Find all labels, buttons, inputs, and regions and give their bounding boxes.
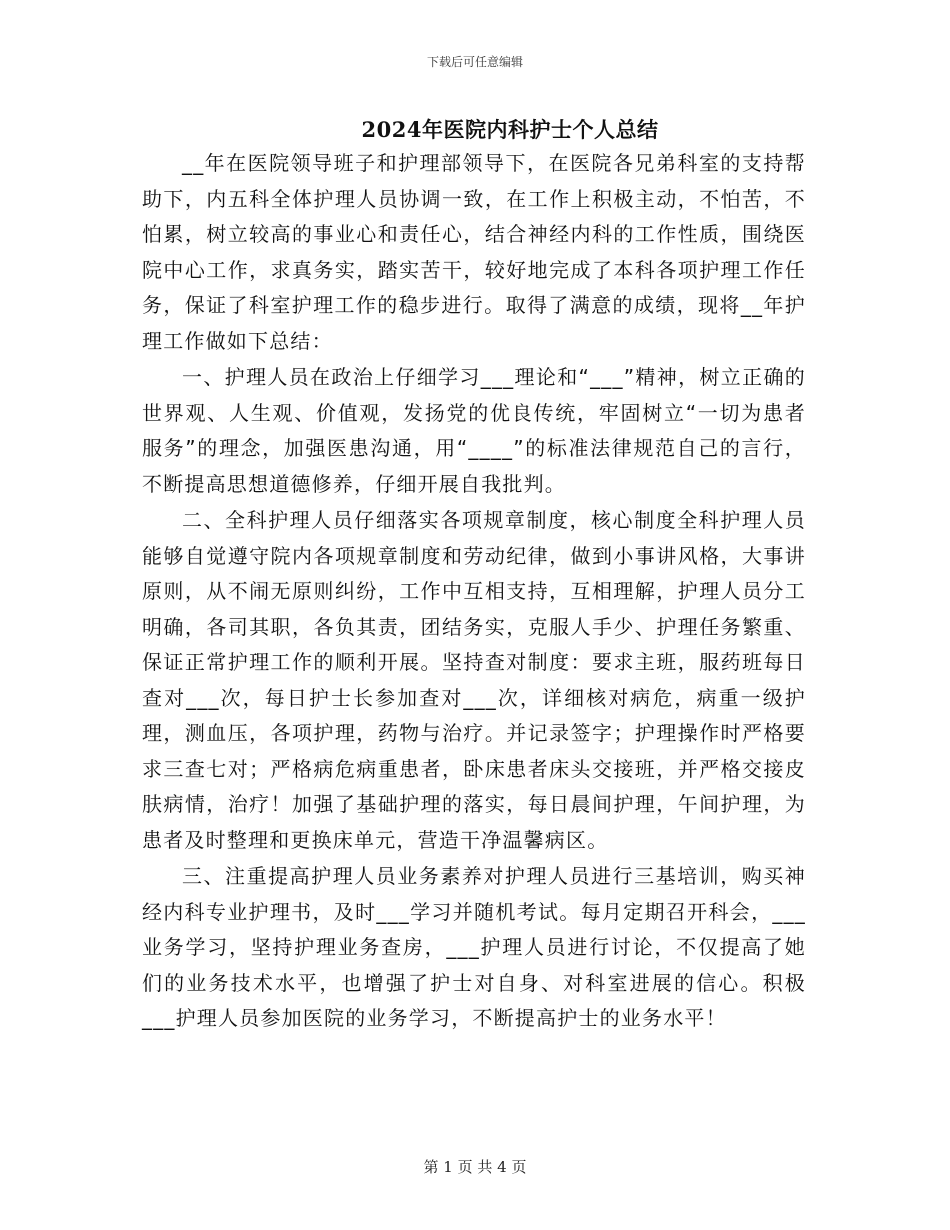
page-header-note: 下载后可任意编辑 bbox=[426, 55, 523, 69]
paragraph-section-3: 三、注重提高护理人员业务素养对护理人员进行三基培训，购买神经内科专业护理书，及时___学习并随机考试。每月定期召开科会，___业务学习，坚持护理业务查房，___护理人员进行讨论，不仅提高了她们的业务技术水平，也增强了护士对自身、对科室进展的信心。积极___护理人员参加医院的业务学习，不断提高护士的业务水平！ bbox=[142, 864, 806, 1030]
paragraph-intro: __年在医院领导班子和护理部领导下，在医院各兄弟科室的支持帮助下，内五科全体护理人员协调一致，在工作上积极主动，不怕苦，不怕累，树立较高的事业心和责任心，结合神经内科的工作性质，围绕医院中心工作，求真务实，踏实苦干，较好地完成了本科各项护理工作任务，保证了科室护理工作的稳步进行。取得了满意的成绩，现将__年护理工作做如下总结： bbox=[142, 151, 806, 353]
document-body bbox=[142, 146, 806, 1037]
paragraph-section-1: 一、护理人员在政治上仔细学习___理论和“___”精神，树立正确的世界观、人生观、价值观，发扬党的优良传统，牢固树立“一切为患者服务”的理念，加强医患沟通，用“____”的标准法律规范自己的言行，不断提高思想道德修养，仔细开展自我批判。 bbox=[142, 365, 806, 496]
paragraph-section-2: 二、全科护理人员仔细落实各项规章制度，核心制度全科护理人员能够自觉遵守院内各项规章制度和劳动纪律，做到小事讲风格，大事讲原则，从不闹无原则纠纷，工作中互相支持，互相理解，护理人员分工明确，各司其职，各负其责，团结务实，克服人手少、护理任务繁重、保证正常护理工作的顺利开展。坚持查对制度：要求主班，服药班每日查对___次，每日护士长参加查对___次，详细核对病危，病重一级护理，测血压，各项护理，药物与治疗。并记录签字；护理操作时严格要求三查七对；严格病危病重患者，卧床患者床头交接班，并严格交接皮肤病情，治疗！加强了基础护理的落实，每日晨间护理，午间护理，为患者及时整理和更换床单元，营造干净温馨病区。 bbox=[142, 508, 806, 852]
document-title: 2024年医院内科护士个人总结 bbox=[361, 117, 659, 142]
page-number: 第 1 页 共 4 页 bbox=[423, 1158, 527, 1176]
